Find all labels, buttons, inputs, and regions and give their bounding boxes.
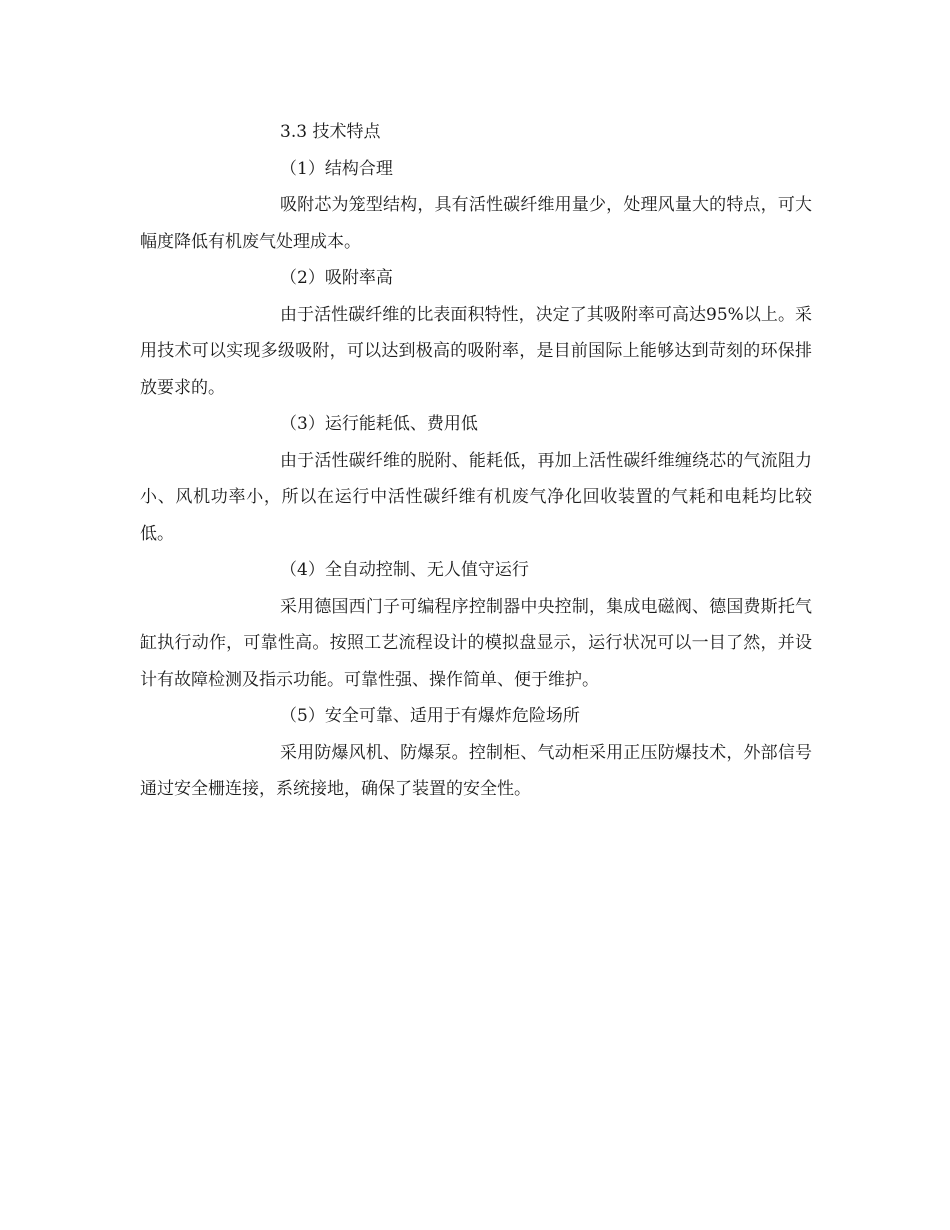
item-4-body: 采用德国西门子可编程序控制器中央控制，集成电磁阀、德国费斯托气缸执行动作，可靠性高。按照工艺流程设计的模拟盘显示，运行状况可以一目了然，并设计有故障检测及指示功能。可靠性强、操作简单、便于维护。 — [140, 596, 812, 690]
item-3-body: 由于活性碳纤维的脱附、能耗低，再加上活性碳纤维缠绕芯的气流阻力小、风机功率小，所以在运行中活性碳纤维有机废气净化回收装置的气耗和电耗均比较低。 — [140, 450, 812, 544]
document-content — [140, 114, 812, 808]
item-1-title: （1）结构合理 — [280, 158, 393, 179]
item-2-body: 由于活性碳纤维的比表面积特性，决定了其吸附率可高达95%以上。采用技术可以实现多级吸附，可以达到极高的吸附率，是目前国际上能够达到苛刻的环保排放要求的。 — [140, 304, 812, 398]
item-3-title: （3）运行能耗低、费用低 — [280, 414, 478, 434]
item-1-body: 吸附芯为笼型结构，具有活性碳纤维用量少，处理风量大的特点，可大幅度降低有机废气处理成本。 — [140, 195, 812, 252]
item-5-title: （5）安全可靠、适用于有爆炸危险场所 — [280, 706, 580, 726]
item-4-title: （4）全自动控制、无人值守运行 — [280, 560, 529, 580]
item-5-body: 采用防爆风机、防爆泵。控制柜、气动柜采用正压防爆技术，外部信号通过安全栅连接，系统接地，确保了装置的安全性。 — [140, 742, 812, 799]
item-2-title: （2）吸附率高 — [280, 268, 393, 288]
section-heading: 3.3 技术特点 — [280, 122, 381, 142]
